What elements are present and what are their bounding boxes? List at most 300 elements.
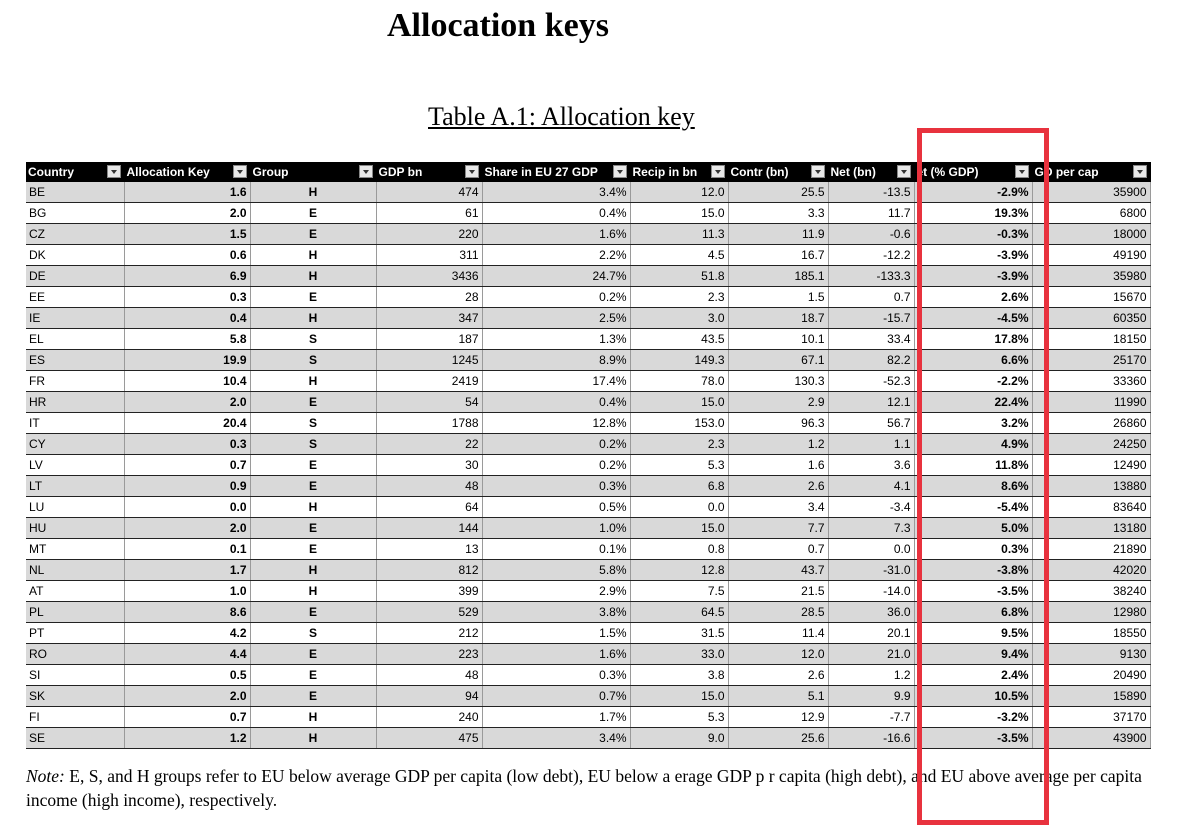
cell-net-bn: 12.1 xyxy=(828,392,914,413)
cell-net-bn: -31.0 xyxy=(828,560,914,581)
cell-net-bn: -52.3 xyxy=(828,371,914,392)
note-label: Note: xyxy=(26,766,65,786)
cell-net-pct-gdp: -3.5% xyxy=(914,581,1032,602)
table-row xyxy=(26,476,1150,497)
cell-gdp-per-cap: 12490 xyxy=(1032,455,1150,476)
filter-dropdown-icon[interactable] xyxy=(613,165,627,178)
cell-group: H xyxy=(250,371,376,392)
filter-dropdown-icon[interactable] xyxy=(107,165,121,178)
cell-net-pct-gdp: 0.3% xyxy=(914,539,1032,560)
cell-gdp-per-cap: 43900 xyxy=(1032,728,1150,749)
cell-allocation-key: 1.0 xyxy=(124,581,250,602)
cell-contr-bn: 11.9 xyxy=(728,224,828,245)
cell-share-eu27-gdp: 0.1% xyxy=(482,539,630,560)
cell-country: NL xyxy=(26,560,124,581)
cell-recip-bn: 11.3 xyxy=(630,224,728,245)
cell-share-eu27-gdp: 1.6% xyxy=(482,644,630,665)
column-header-label: Allocation Key xyxy=(126,165,210,179)
cell-recip-bn: 0.8 xyxy=(630,539,728,560)
cell-country: PL xyxy=(26,602,124,623)
cell-net-pct-gdp: -2.9% xyxy=(914,182,1032,203)
cell-contr-bn: 21.5 xyxy=(728,581,828,602)
cell-share-eu27-gdp: 24.7% xyxy=(482,266,630,287)
cell-net-bn: 33.4 xyxy=(828,329,914,350)
cell-gdp-per-cap: 49190 xyxy=(1032,245,1150,266)
cell-net-bn: -16.6 xyxy=(828,728,914,749)
table-row xyxy=(26,644,1150,665)
table-row xyxy=(26,203,1150,224)
cell-net-bn: 21.0 xyxy=(828,644,914,665)
cell-share-eu27-gdp: 1.0% xyxy=(482,518,630,539)
cell-group: S xyxy=(250,623,376,644)
cell-gdp-bn: 28 xyxy=(376,287,482,308)
table-row xyxy=(26,560,1150,581)
cell-gdp-per-cap: 21890 xyxy=(1032,539,1150,560)
cell-allocation-key: 0.7 xyxy=(124,455,250,476)
cell-allocation-key: 1.5 xyxy=(124,224,250,245)
cell-net-bn: 3.6 xyxy=(828,455,914,476)
cell-contr-bn: 130.3 xyxy=(728,371,828,392)
cell-gdp-per-cap: 6800 xyxy=(1032,203,1150,224)
cell-net-pct-gdp: 17.8% xyxy=(914,329,1032,350)
page-title: Allocation keys xyxy=(387,7,609,44)
cell-share-eu27-gdp: 1.6% xyxy=(482,224,630,245)
table-row xyxy=(26,497,1150,518)
cell-net-bn: -14.0 xyxy=(828,581,914,602)
header-row xyxy=(26,162,1150,182)
column-header-label: Contr (bn) xyxy=(730,165,789,179)
cell-net-pct-gdp: 19.3% xyxy=(914,203,1032,224)
table-row xyxy=(26,539,1150,560)
cell-gdp-per-cap: 12980 xyxy=(1032,602,1150,623)
cell-net-bn: 7.3 xyxy=(828,518,914,539)
cell-net-pct-gdp: 6.8% xyxy=(914,602,1032,623)
column-header-label: Recip in bn xyxy=(632,165,698,179)
cell-gdp-bn: 22 xyxy=(376,434,482,455)
cell-allocation-key: 1.7 xyxy=(124,560,250,581)
cell-allocation-key: 2.0 xyxy=(124,203,250,224)
column-header-label: Country xyxy=(28,165,74,179)
cell-share-eu27-gdp: 0.7% xyxy=(482,686,630,707)
cell-group: E xyxy=(250,602,376,623)
cell-share-eu27-gdp: 0.2% xyxy=(482,455,630,476)
cell-net-bn: 0.7 xyxy=(828,287,914,308)
cell-net-bn: -13.5 xyxy=(828,182,914,203)
cell-gdp-bn: 212 xyxy=(376,623,482,644)
cell-group: E xyxy=(250,203,376,224)
cell-gdp-bn: 311 xyxy=(376,245,482,266)
cell-group: E xyxy=(250,224,376,245)
cell-gdp-bn: 64 xyxy=(376,497,482,518)
cell-gdp-per-cap: 33360 xyxy=(1032,371,1150,392)
cell-gdp-bn: 220 xyxy=(376,224,482,245)
cell-country: BE xyxy=(26,182,124,203)
table-row xyxy=(26,350,1150,371)
cell-net-pct-gdp: -3.5% xyxy=(914,728,1032,749)
cell-country: FI xyxy=(26,707,124,728)
cell-country: EE xyxy=(26,287,124,308)
cell-recip-bn: 15.0 xyxy=(630,392,728,413)
cell-share-eu27-gdp: 2.5% xyxy=(482,308,630,329)
cell-gdp-bn: 2419 xyxy=(376,371,482,392)
cell-gdp-per-cap: 60350 xyxy=(1032,308,1150,329)
table-row xyxy=(26,371,1150,392)
cell-gdp-per-cap: 38240 xyxy=(1032,581,1150,602)
cell-recip-bn: 15.0 xyxy=(630,518,728,539)
column-header-label: Share in EU 27 GDP xyxy=(484,165,598,179)
cell-group: H xyxy=(250,266,376,287)
cell-net-bn: 36.0 xyxy=(828,602,914,623)
column-header-allocation-key xyxy=(124,162,250,182)
cell-allocation-key: 19.9 xyxy=(124,350,250,371)
cell-net-bn: -133.3 xyxy=(828,266,914,287)
cell-country: CY xyxy=(26,434,124,455)
column-header-net-pct-gdp xyxy=(914,162,1032,182)
table-row xyxy=(26,581,1150,602)
cell-net-bn: -7.7 xyxy=(828,707,914,728)
cell-allocation-key: 20.4 xyxy=(124,413,250,434)
cell-contr-bn: 43.7 xyxy=(728,560,828,581)
cell-country: SE xyxy=(26,728,124,749)
cell-share-eu27-gdp: 0.2% xyxy=(482,434,630,455)
cell-group: E xyxy=(250,476,376,497)
cell-gdp-bn: 3436 xyxy=(376,266,482,287)
cell-contr-bn: 10.1 xyxy=(728,329,828,350)
cell-allocation-key: 0.0 xyxy=(124,497,250,518)
cell-contr-bn: 0.7 xyxy=(728,539,828,560)
cell-share-eu27-gdp: 3.8% xyxy=(482,602,630,623)
cell-net-pct-gdp: 8.6% xyxy=(914,476,1032,497)
cell-recip-bn: 12.8 xyxy=(630,560,728,581)
cell-allocation-key: 0.4 xyxy=(124,308,250,329)
cell-group: E xyxy=(250,392,376,413)
cell-gdp-bn: 529 xyxy=(376,602,482,623)
cell-contr-bn: 25.6 xyxy=(728,728,828,749)
cell-country: RO xyxy=(26,644,124,665)
cell-net-pct-gdp: 9.5% xyxy=(914,623,1032,644)
cell-group: H xyxy=(250,581,376,602)
cell-share-eu27-gdp: 3.4% xyxy=(482,728,630,749)
cell-net-bn: 56.7 xyxy=(828,413,914,434)
cell-share-eu27-gdp: 0.2% xyxy=(482,287,630,308)
filter-dropdown-icon[interactable] xyxy=(233,165,247,178)
cell-recip-bn: 4.5 xyxy=(630,245,728,266)
cell-gdp-bn: 144 xyxy=(376,518,482,539)
cell-contr-bn: 2.9 xyxy=(728,392,828,413)
note-text: E, S, and H groups refer to EU below average GDP per capita (low debt), EU below a erage GDP p r capita (high debt), and EU above average per capita income (high income), respectively. xyxy=(26,766,1142,810)
cell-group: S xyxy=(250,434,376,455)
cell-gdp-per-cap: 35980 xyxy=(1032,266,1150,287)
cell-net-pct-gdp: 3.2% xyxy=(914,413,1032,434)
cell-gdp-bn: 812 xyxy=(376,560,482,581)
cell-share-eu27-gdp: 1.7% xyxy=(482,707,630,728)
cell-recip-bn: 15.0 xyxy=(630,686,728,707)
filter-dropdown-icon[interactable] xyxy=(1015,165,1029,178)
cell-contr-bn: 185.1 xyxy=(728,266,828,287)
cell-contr-bn: 25.5 xyxy=(728,182,828,203)
table-row xyxy=(26,287,1150,308)
column-header-label: et (% GDP) xyxy=(916,165,979,179)
cell-recip-bn: 0.0 xyxy=(630,497,728,518)
cell-group: E xyxy=(250,287,376,308)
cell-country: MT xyxy=(26,539,124,560)
cell-contr-bn: 5.1 xyxy=(728,686,828,707)
cell-contr-bn: 2.6 xyxy=(728,476,828,497)
table-row xyxy=(26,455,1150,476)
cell-gdp-bn: 48 xyxy=(376,476,482,497)
cell-net-pct-gdp: 9.4% xyxy=(914,644,1032,665)
cell-contr-bn: 1.6 xyxy=(728,455,828,476)
cell-allocation-key: 0.6 xyxy=(124,245,250,266)
column-header-net-bn xyxy=(828,162,914,182)
table-row xyxy=(26,602,1150,623)
cell-contr-bn: 3.4 xyxy=(728,497,828,518)
cell-group: H xyxy=(250,707,376,728)
cell-country: LV xyxy=(26,455,124,476)
cell-net-pct-gdp: 6.6% xyxy=(914,350,1032,371)
cell-gdp-per-cap: 35900 xyxy=(1032,182,1150,203)
cell-group: H xyxy=(250,560,376,581)
cell-net-bn: -12.2 xyxy=(828,245,914,266)
cell-gdp-bn: 223 xyxy=(376,644,482,665)
cell-net-pct-gdp: -3.9% xyxy=(914,245,1032,266)
cell-net-bn: -15.7 xyxy=(828,308,914,329)
cell-share-eu27-gdp: 2.9% xyxy=(482,581,630,602)
cell-country: SK xyxy=(26,686,124,707)
cell-country: LU xyxy=(26,497,124,518)
cell-net-bn: 4.1 xyxy=(828,476,914,497)
cell-net-pct-gdp: 2.6% xyxy=(914,287,1032,308)
cell-gdp-bn: 240 xyxy=(376,707,482,728)
filter-dropdown-icon[interactable] xyxy=(465,165,479,178)
cell-recip-bn: 51.8 xyxy=(630,266,728,287)
cell-net-bn: 11.7 xyxy=(828,203,914,224)
cell-gdp-bn: 1245 xyxy=(376,350,482,371)
cell-allocation-key: 2.0 xyxy=(124,392,250,413)
cell-net-pct-gdp: 2.4% xyxy=(914,665,1032,686)
cell-recip-bn: 31.5 xyxy=(630,623,728,644)
cell-net-pct-gdp: -5.4% xyxy=(914,497,1032,518)
cell-gdp-bn: 61 xyxy=(376,203,482,224)
cell-net-pct-gdp: -3.8% xyxy=(914,560,1032,581)
cell-recip-bn: 15.0 xyxy=(630,203,728,224)
cell-country: HU xyxy=(26,518,124,539)
table-row xyxy=(26,266,1150,287)
cell-gdp-bn: 30 xyxy=(376,455,482,476)
cell-group: H xyxy=(250,728,376,749)
cell-gdp-per-cap: 13180 xyxy=(1032,518,1150,539)
cell-gdp-per-cap: 18150 xyxy=(1032,329,1150,350)
cell-share-eu27-gdp: 17.4% xyxy=(482,371,630,392)
table-row xyxy=(26,308,1150,329)
cell-gdp-per-cap: 18000 xyxy=(1032,224,1150,245)
column-header-contr-bn xyxy=(728,162,828,182)
cell-share-eu27-gdp: 0.3% xyxy=(482,665,630,686)
column-header-share-eu27-gdp xyxy=(482,162,630,182)
cell-contr-bn: 28.5 xyxy=(728,602,828,623)
cell-recip-bn: 6.8 xyxy=(630,476,728,497)
cell-country: IT xyxy=(26,413,124,434)
cell-gdp-bn: 399 xyxy=(376,581,482,602)
cell-net-pct-gdp: -4.5% xyxy=(914,308,1032,329)
cell-share-eu27-gdp: 0.5% xyxy=(482,497,630,518)
cell-country: PT xyxy=(26,623,124,644)
cell-allocation-key: 0.1 xyxy=(124,539,250,560)
cell-allocation-key: 6.9 xyxy=(124,266,250,287)
filter-dropdown-icon[interactable] xyxy=(711,165,725,178)
cell-recip-bn: 43.5 xyxy=(630,329,728,350)
table-body xyxy=(26,182,1150,749)
cell-country: DK xyxy=(26,245,124,266)
column-header-label: GDP bn xyxy=(378,165,423,179)
cell-group: S xyxy=(250,350,376,371)
cell-recip-bn: 33.0 xyxy=(630,644,728,665)
cell-group: H xyxy=(250,245,376,266)
cell-contr-bn: 2.6 xyxy=(728,665,828,686)
cell-share-eu27-gdp: 0.4% xyxy=(482,203,630,224)
cell-gdp-per-cap: 25170 xyxy=(1032,350,1150,371)
table-row xyxy=(26,728,1150,749)
cell-gdp-per-cap: 18550 xyxy=(1032,623,1150,644)
table-row xyxy=(26,623,1150,644)
cell-allocation-key: 2.0 xyxy=(124,518,250,539)
column-header-gdp-bn xyxy=(376,162,482,182)
cell-recip-bn: 3.0 xyxy=(630,308,728,329)
cell-country: LT xyxy=(26,476,124,497)
cell-recip-bn: 153.0 xyxy=(630,413,728,434)
cell-contr-bn: 1.2 xyxy=(728,434,828,455)
cell-gdp-per-cap: 9130 xyxy=(1032,644,1150,665)
cell-allocation-key: 0.3 xyxy=(124,434,250,455)
cell-group: S xyxy=(250,329,376,350)
cell-recip-bn: 64.5 xyxy=(630,602,728,623)
column-header-label: Group xyxy=(252,165,289,179)
table-row xyxy=(26,434,1150,455)
cell-contr-bn: 7.7 xyxy=(728,518,828,539)
cell-net-pct-gdp: 5.0% xyxy=(914,518,1032,539)
table-row xyxy=(26,707,1150,728)
cell-share-eu27-gdp: 1.3% xyxy=(482,329,630,350)
cell-contr-bn: 12.9 xyxy=(728,707,828,728)
cell-net-bn: 20.1 xyxy=(828,623,914,644)
cell-country: IE xyxy=(26,308,124,329)
cell-contr-bn: 3.3 xyxy=(728,203,828,224)
cell-contr-bn: 12.0 xyxy=(728,644,828,665)
cell-gdp-per-cap: 24250 xyxy=(1032,434,1150,455)
cell-country: DE xyxy=(26,266,124,287)
cell-group: E xyxy=(250,665,376,686)
filter-dropdown-icon[interactable] xyxy=(811,165,825,178)
cell-gdp-per-cap: 15670 xyxy=(1032,287,1150,308)
cell-allocation-key: 0.7 xyxy=(124,707,250,728)
cell-net-bn: 9.9 xyxy=(828,686,914,707)
cell-gdp-bn: 54 xyxy=(376,392,482,413)
cell-net-pct-gdp: 11.8% xyxy=(914,455,1032,476)
cell-group: E xyxy=(250,539,376,560)
cell-contr-bn: 96.3 xyxy=(728,413,828,434)
cell-contr-bn: 67.1 xyxy=(728,350,828,371)
cell-gdp-per-cap: 15890 xyxy=(1032,686,1150,707)
cell-group: E xyxy=(250,518,376,539)
cell-recip-bn: 12.0 xyxy=(630,182,728,203)
cell-allocation-key: 4.4 xyxy=(124,644,250,665)
cell-gdp-bn: 94 xyxy=(376,686,482,707)
cell-allocation-key: 8.6 xyxy=(124,602,250,623)
cell-net-pct-gdp: -0.3% xyxy=(914,224,1032,245)
cell-group: E xyxy=(250,686,376,707)
cell-group: H xyxy=(250,308,376,329)
column-header-group xyxy=(250,162,376,182)
cell-net-bn: 0.0 xyxy=(828,539,914,560)
cell-group: E xyxy=(250,455,376,476)
cell-net-bn: 82.2 xyxy=(828,350,914,371)
cell-net-bn: 1.2 xyxy=(828,665,914,686)
cell-contr-bn: 16.7 xyxy=(728,245,828,266)
cell-group: H xyxy=(250,497,376,518)
cell-allocation-key: 10.4 xyxy=(124,371,250,392)
cell-group: S xyxy=(250,413,376,434)
cell-net-pct-gdp: 10.5% xyxy=(914,686,1032,707)
filter-dropdown-icon[interactable] xyxy=(359,165,373,178)
cell-net-pct-gdp: -3.2% xyxy=(914,707,1032,728)
cell-country: FR xyxy=(26,371,124,392)
cell-net-pct-gdp: -2.2% xyxy=(914,371,1032,392)
column-header-gdp-per-cap xyxy=(1032,162,1150,182)
cell-allocation-key: 0.3 xyxy=(124,287,250,308)
cell-recip-bn: 78.0 xyxy=(630,371,728,392)
table-row xyxy=(26,518,1150,539)
cell-gdp-bn: 347 xyxy=(376,308,482,329)
table-row xyxy=(26,665,1150,686)
cell-recip-bn: 3.8 xyxy=(630,665,728,686)
cell-net-pct-gdp: -3.9% xyxy=(914,266,1032,287)
filter-dropdown-icon[interactable] xyxy=(897,165,911,178)
cell-gdp-bn: 13 xyxy=(376,539,482,560)
cell-recip-bn: 149.3 xyxy=(630,350,728,371)
cell-group: E xyxy=(250,644,376,665)
table-note xyxy=(26,764,1156,812)
cell-country: ES xyxy=(26,350,124,371)
cell-recip-bn: 5.3 xyxy=(630,707,728,728)
allocation-key-table xyxy=(26,162,1151,749)
cell-gdp-per-cap: 11990 xyxy=(1032,392,1150,413)
cell-gdp-bn: 474 xyxy=(376,182,482,203)
cell-gdp-bn: 475 xyxy=(376,728,482,749)
table-row xyxy=(26,182,1150,203)
cell-allocation-key: 4.2 xyxy=(124,623,250,644)
cell-country: BG xyxy=(26,203,124,224)
cell-contr-bn: 1.5 xyxy=(728,287,828,308)
cell-group: H xyxy=(250,182,376,203)
cell-allocation-key: 1.6 xyxy=(124,182,250,203)
cell-contr-bn: 18.7 xyxy=(728,308,828,329)
cell-recip-bn: 2.3 xyxy=(630,434,728,455)
cell-recip-bn: 9.0 xyxy=(630,728,728,749)
column-header-label: Net (bn) xyxy=(830,165,876,179)
cell-share-eu27-gdp: 8.9% xyxy=(482,350,630,371)
filter-dropdown-icon[interactable] xyxy=(1133,165,1147,178)
table-row xyxy=(26,245,1150,266)
cell-country: HR xyxy=(26,392,124,413)
cell-country: CZ xyxy=(26,224,124,245)
table-row xyxy=(26,224,1150,245)
cell-share-eu27-gdp: 3.4% xyxy=(482,182,630,203)
column-header-recip-bn xyxy=(630,162,728,182)
cell-recip-bn: 7.5 xyxy=(630,581,728,602)
cell-gdp-per-cap: 20490 xyxy=(1032,665,1150,686)
cell-share-eu27-gdp: 12.8% xyxy=(482,413,630,434)
table-caption: Table A.1: Allocation key xyxy=(428,102,695,131)
